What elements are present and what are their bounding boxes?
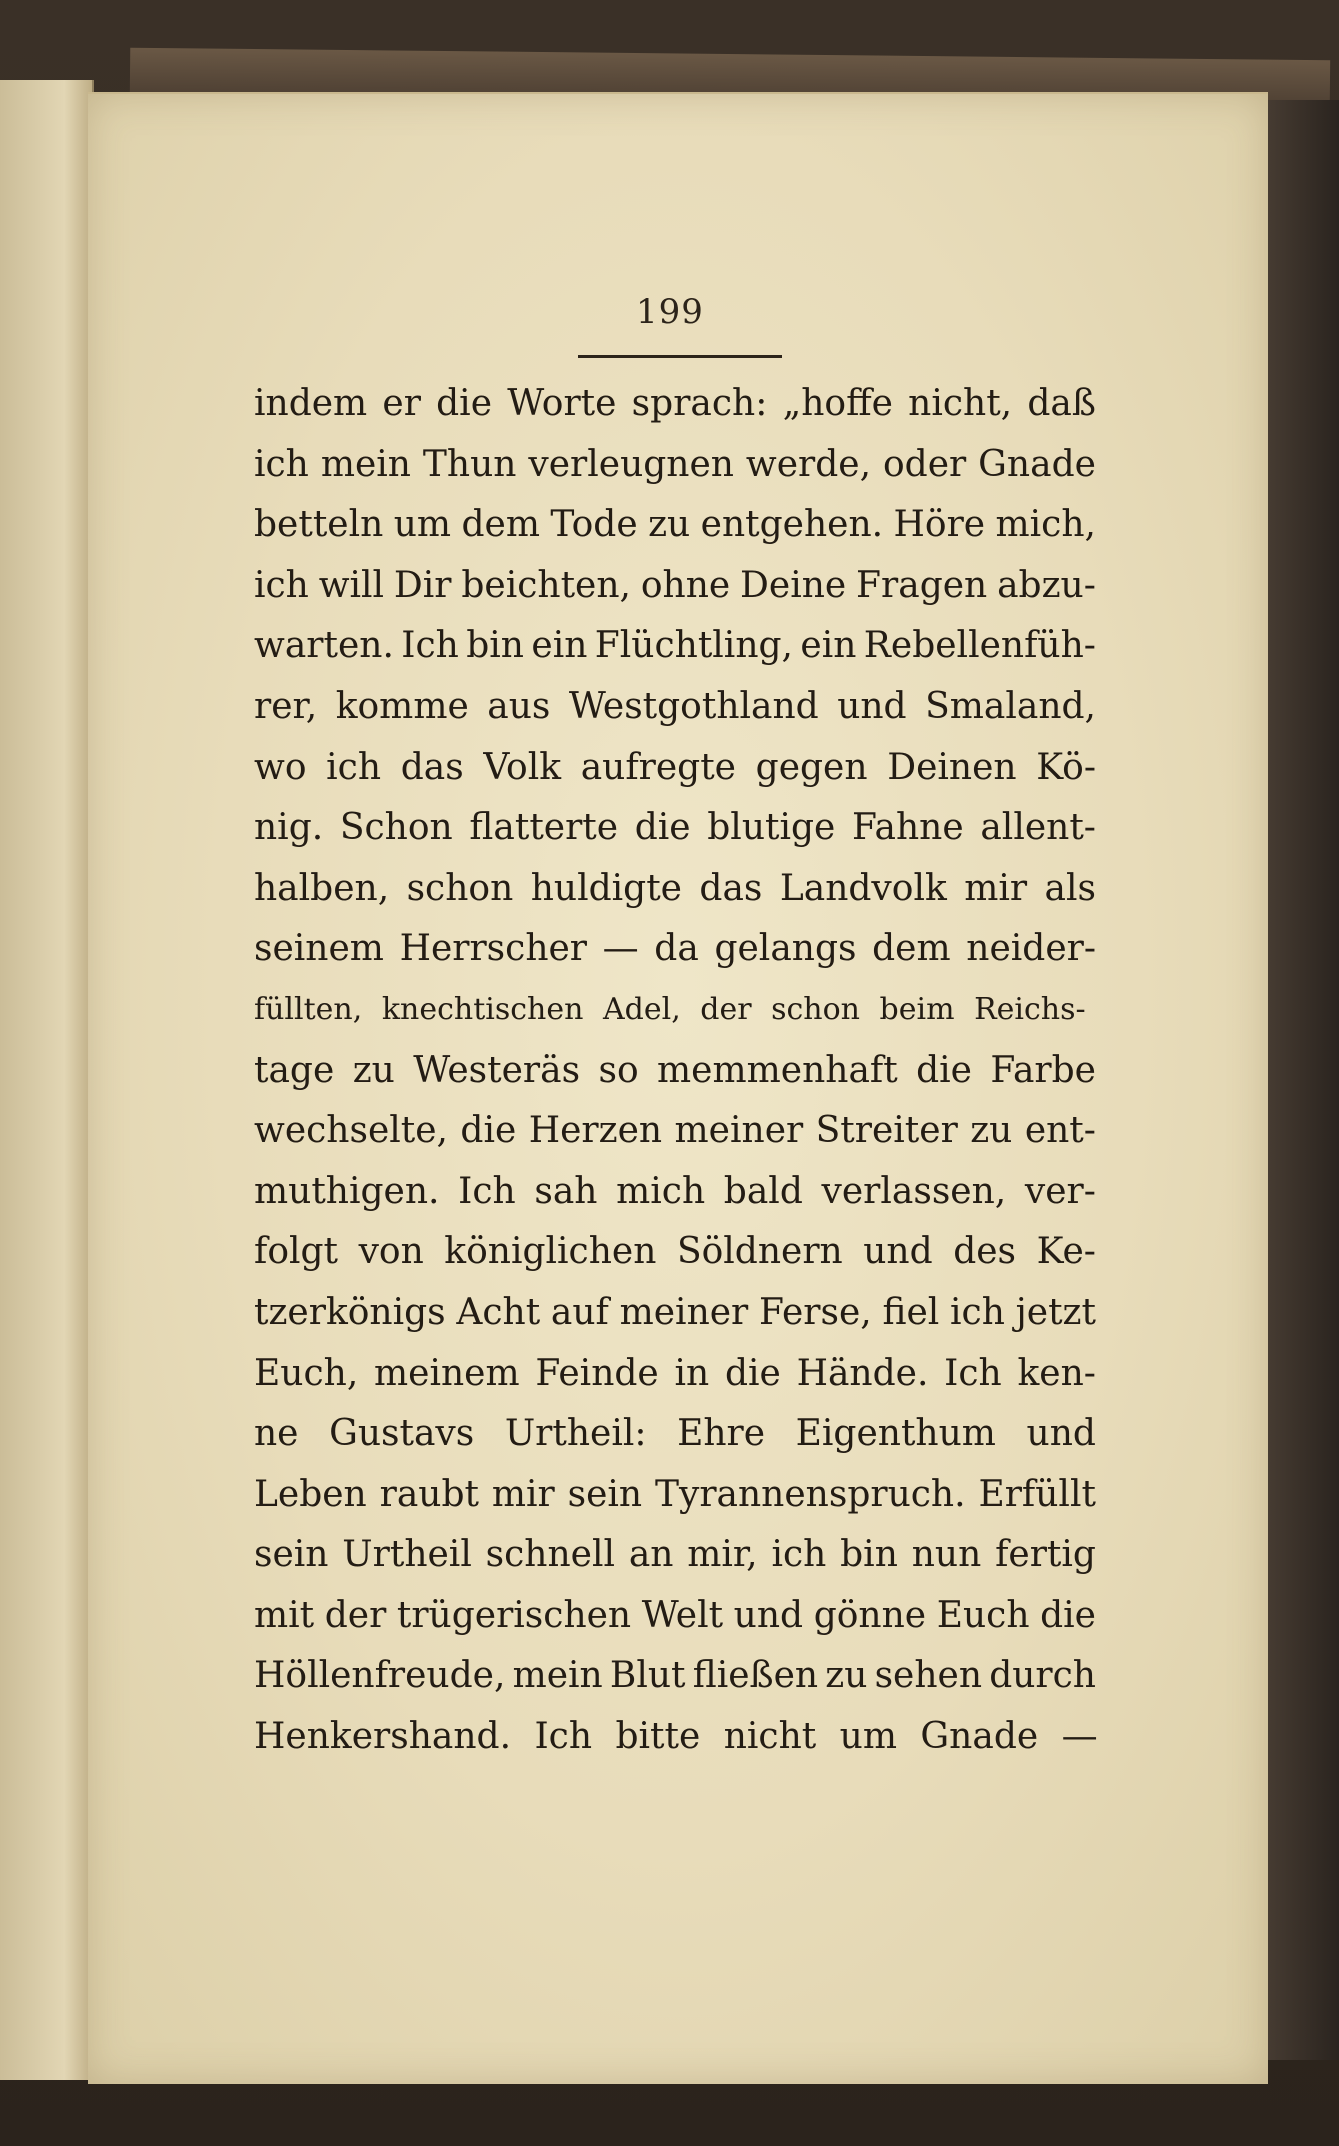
text-word: Feinde <box>535 1352 659 1394</box>
text-word: ich <box>771 1534 827 1576</box>
text-word: meiner <box>619 1291 749 1333</box>
text-word: Herzen <box>528 1110 663 1152</box>
text-word: Gustavs <box>329 1413 475 1455</box>
text-word: das <box>699 867 763 909</box>
text-word: er <box>382 383 421 424</box>
text-line <box>254 556 1096 617</box>
text-word: auf <box>550 1291 609 1333</box>
text-word: Urtheil <box>342 1534 472 1576</box>
text-word: blutige <box>707 807 836 849</box>
text-word: ich <box>254 443 309 485</box>
text-word: ken- <box>1017 1352 1096 1394</box>
text-word: Erfüllt <box>978 1473 1096 1515</box>
text-word: halben, <box>254 867 390 909</box>
text-word: Deinen <box>887 746 1017 788</box>
text-word: — <box>602 928 639 970</box>
text-word: verlassen, <box>821 1170 1007 1212</box>
text-word: ent- <box>1024 1110 1096 1152</box>
text-word: Rebellenfüh- <box>863 625 1096 667</box>
text-word: die <box>724 1352 781 1394</box>
text-word: daß <box>1027 383 1096 424</box>
text-line <box>254 1041 1096 1102</box>
text-word: Fahne <box>852 807 964 849</box>
text-word: die <box>436 383 493 424</box>
text-word: ein <box>800 625 857 667</box>
text-word: „hoffe <box>782 383 893 424</box>
text-line <box>254 738 1096 799</box>
text-word: sprach: <box>631 383 768 424</box>
text-line <box>254 1283 1096 1344</box>
text-word: flatterte <box>469 807 619 849</box>
text-word: Dir <box>393 564 452 606</box>
text-word: ne <box>254 1413 299 1455</box>
text-word: die <box>1040 1594 1096 1636</box>
text-word: königlichen <box>444 1231 657 1273</box>
text-word: rer, <box>254 685 318 727</box>
text-word: und <box>863 1231 933 1273</box>
text-word: ich <box>254 564 309 606</box>
text-word: die <box>916 1049 972 1091</box>
text-word: raubt <box>379 1473 479 1515</box>
text-word: ver- <box>1024 1170 1096 1212</box>
text-word: das <box>400 746 464 788</box>
text-word: Ehre <box>677 1413 766 1455</box>
text-word: Hände. <box>796 1352 929 1394</box>
text-word: meiner <box>674 1110 804 1152</box>
page-number: 199 <box>636 292 704 332</box>
text-word: Westgothland <box>568 685 819 727</box>
text-word: oder <box>882 443 967 485</box>
text-word: aus <box>487 685 551 727</box>
text-line <box>254 435 1096 496</box>
text-word: gelangs <box>714 928 857 970</box>
text-word: nig. <box>254 807 324 849</box>
text-word: der <box>324 1594 387 1636</box>
text-word: wechselte, <box>254 1110 448 1152</box>
text-word: werde, <box>745 443 872 485</box>
text-word: folgt <box>254 1231 339 1273</box>
text-word: warten. <box>254 625 394 667</box>
text-word: zu <box>352 1049 395 1091</box>
text-word: zu <box>825 1655 868 1697</box>
facing-page-edge <box>0 80 94 2080</box>
text-word: Leben <box>254 1473 367 1515</box>
text-line <box>254 1344 1096 1405</box>
text-word: gönne <box>813 1594 927 1636</box>
text-word: Ich <box>944 1352 1002 1394</box>
cover-board-right <box>1258 100 1339 2060</box>
text-word: indem <box>254 383 368 424</box>
text-word: ich <box>950 1291 1005 1333</box>
text-word: Kö- <box>1036 746 1096 788</box>
text-word: Acht <box>456 1291 541 1333</box>
text-word: Westeräs <box>413 1049 581 1091</box>
text-word: trügerischen <box>396 1594 632 1636</box>
text-word: Thun <box>422 443 517 485</box>
text-word: komme <box>335 685 469 727</box>
text-word: fließen <box>692 1655 819 1697</box>
text-word: dem <box>461 504 540 546</box>
text-word: da <box>654 928 699 970</box>
text-word: Blut <box>609 1655 686 1697</box>
text-word: mit <box>254 1594 315 1636</box>
text-word: meinem <box>374 1352 520 1394</box>
text-word: Höllenfreude, <box>254 1655 506 1697</box>
text-word: wo <box>254 746 307 788</box>
text-word: ein <box>531 625 588 667</box>
text-line <box>254 1586 1096 1647</box>
text-word: tage <box>254 1049 335 1091</box>
text-word: Tode <box>550 504 638 546</box>
text-word: nun <box>911 1534 982 1576</box>
text-word: Höre <box>893 504 986 546</box>
text-word: Worte <box>507 383 617 424</box>
text-word: durch <box>989 1655 1096 1697</box>
text-word: so <box>598 1049 639 1091</box>
text-word: bald <box>723 1170 803 1212</box>
text-word: ohne <box>640 564 731 606</box>
text-word: tzerkönigs <box>254 1291 446 1333</box>
text-word: aufregte <box>580 746 736 788</box>
text-word: huldigte <box>530 867 682 909</box>
text-word: schon <box>406 867 514 909</box>
text-word: seinem <box>254 928 384 970</box>
text-line <box>254 1646 1096 1707</box>
text-word: in <box>674 1352 710 1394</box>
text-line <box>254 677 1096 738</box>
text-word: betteln <box>254 504 384 546</box>
text-word: Farbe <box>990 1049 1096 1091</box>
text-word: Euch <box>936 1594 1030 1636</box>
text-word: Flüchtling, <box>594 625 793 667</box>
text-word: Smaland, <box>925 685 1096 727</box>
text-line: Henkershand. Ich bitte nicht um Gnade — <box>254 1716 1098 1758</box>
text-word: schnell <box>485 1534 615 1576</box>
text-word: Ich <box>458 1170 516 1212</box>
text-line <box>254 1222 1096 1283</box>
text-line <box>254 1525 1096 1586</box>
text-word: Gnade <box>978 443 1096 485</box>
text-word: des <box>953 1231 1017 1273</box>
text-word: und <box>733 1594 804 1636</box>
text-word: zu <box>648 504 691 546</box>
text-word: Tyrannenspruch. <box>654 1473 966 1515</box>
text-line: füllten, knechtischen Adel, der schon beim Reichs- <box>254 991 1086 1027</box>
text-word: dem <box>872 928 951 970</box>
text-word: Ich <box>401 625 459 667</box>
text-word: Herrscher <box>399 928 588 970</box>
text-word: sein <box>254 1534 329 1576</box>
text-line <box>254 919 1096 980</box>
text-word: Schon <box>339 807 453 849</box>
text-word: will <box>318 564 385 606</box>
text-word: Streiter <box>815 1110 958 1152</box>
text-word: die <box>634 807 691 849</box>
text-word: Welt <box>641 1594 724 1636</box>
text-word: die <box>460 1110 517 1152</box>
text-word: mir <box>964 867 1028 909</box>
text-word: Söldnern <box>676 1231 843 1273</box>
text-word: gegen <box>755 746 868 788</box>
text-word: bin <box>840 1534 898 1576</box>
text-word: Euch, <box>254 1352 359 1394</box>
text-line <box>254 859 1096 920</box>
text-word: fiel <box>882 1291 940 1333</box>
text-word: nicht, <box>908 383 1013 424</box>
text-word: zu <box>970 1110 1013 1152</box>
text-word: von <box>358 1231 424 1273</box>
text-word: an <box>628 1534 674 1576</box>
text-line <box>254 374 1096 435</box>
text-word: sein <box>567 1473 643 1515</box>
text-line <box>254 1465 1096 1526</box>
text-line <box>254 1162 1096 1223</box>
text-word: jetzt <box>1015 1291 1096 1333</box>
text-line <box>254 616 1096 677</box>
text-word: beichten, <box>461 564 631 606</box>
text-word: mich, <box>995 504 1096 546</box>
text-word: Deine <box>740 564 847 606</box>
text-word: verleugnen <box>528 443 734 485</box>
text-word: Ferse, <box>758 1291 872 1333</box>
text-word: mein <box>512 1655 603 1697</box>
text-word: mir <box>491 1473 555 1515</box>
text-word: mir, <box>687 1534 758 1576</box>
text-line <box>254 1101 1096 1162</box>
text-word: Volk <box>483 746 562 788</box>
text-word: bin <box>466 625 524 667</box>
text-word: und <box>837 685 907 727</box>
header-rule <box>578 355 782 358</box>
text-word: mich <box>616 1170 706 1212</box>
text-word: Fragen <box>856 564 988 606</box>
text-word: ich <box>326 746 382 788</box>
text-word: sah <box>534 1170 598 1212</box>
text-word: neider- <box>966 928 1096 970</box>
body-text <box>254 374 1096 1768</box>
text-word: Eigenthum <box>795 1413 996 1455</box>
text-word: mein <box>320 443 411 485</box>
text-word: sehen <box>874 1655 983 1697</box>
text-word: abzu- <box>997 564 1096 606</box>
text-word: als <box>1044 867 1096 909</box>
text-word: Ke- <box>1036 1231 1096 1273</box>
text-word: um <box>393 504 452 546</box>
text-word: fertig <box>995 1534 1096 1576</box>
text-line <box>254 798 1096 859</box>
text-word: memmenhaft <box>657 1049 898 1091</box>
text-word: muthigen. <box>254 1170 440 1212</box>
text-line <box>254 1404 1096 1465</box>
text-word: Urtheil: <box>504 1413 647 1455</box>
text-line <box>254 495 1096 556</box>
text-word: allent- <box>980 807 1096 849</box>
text-word: entgehen. <box>700 504 884 546</box>
text-word: Landvolk <box>779 867 947 909</box>
text-word: und <box>1026 1413 1096 1455</box>
